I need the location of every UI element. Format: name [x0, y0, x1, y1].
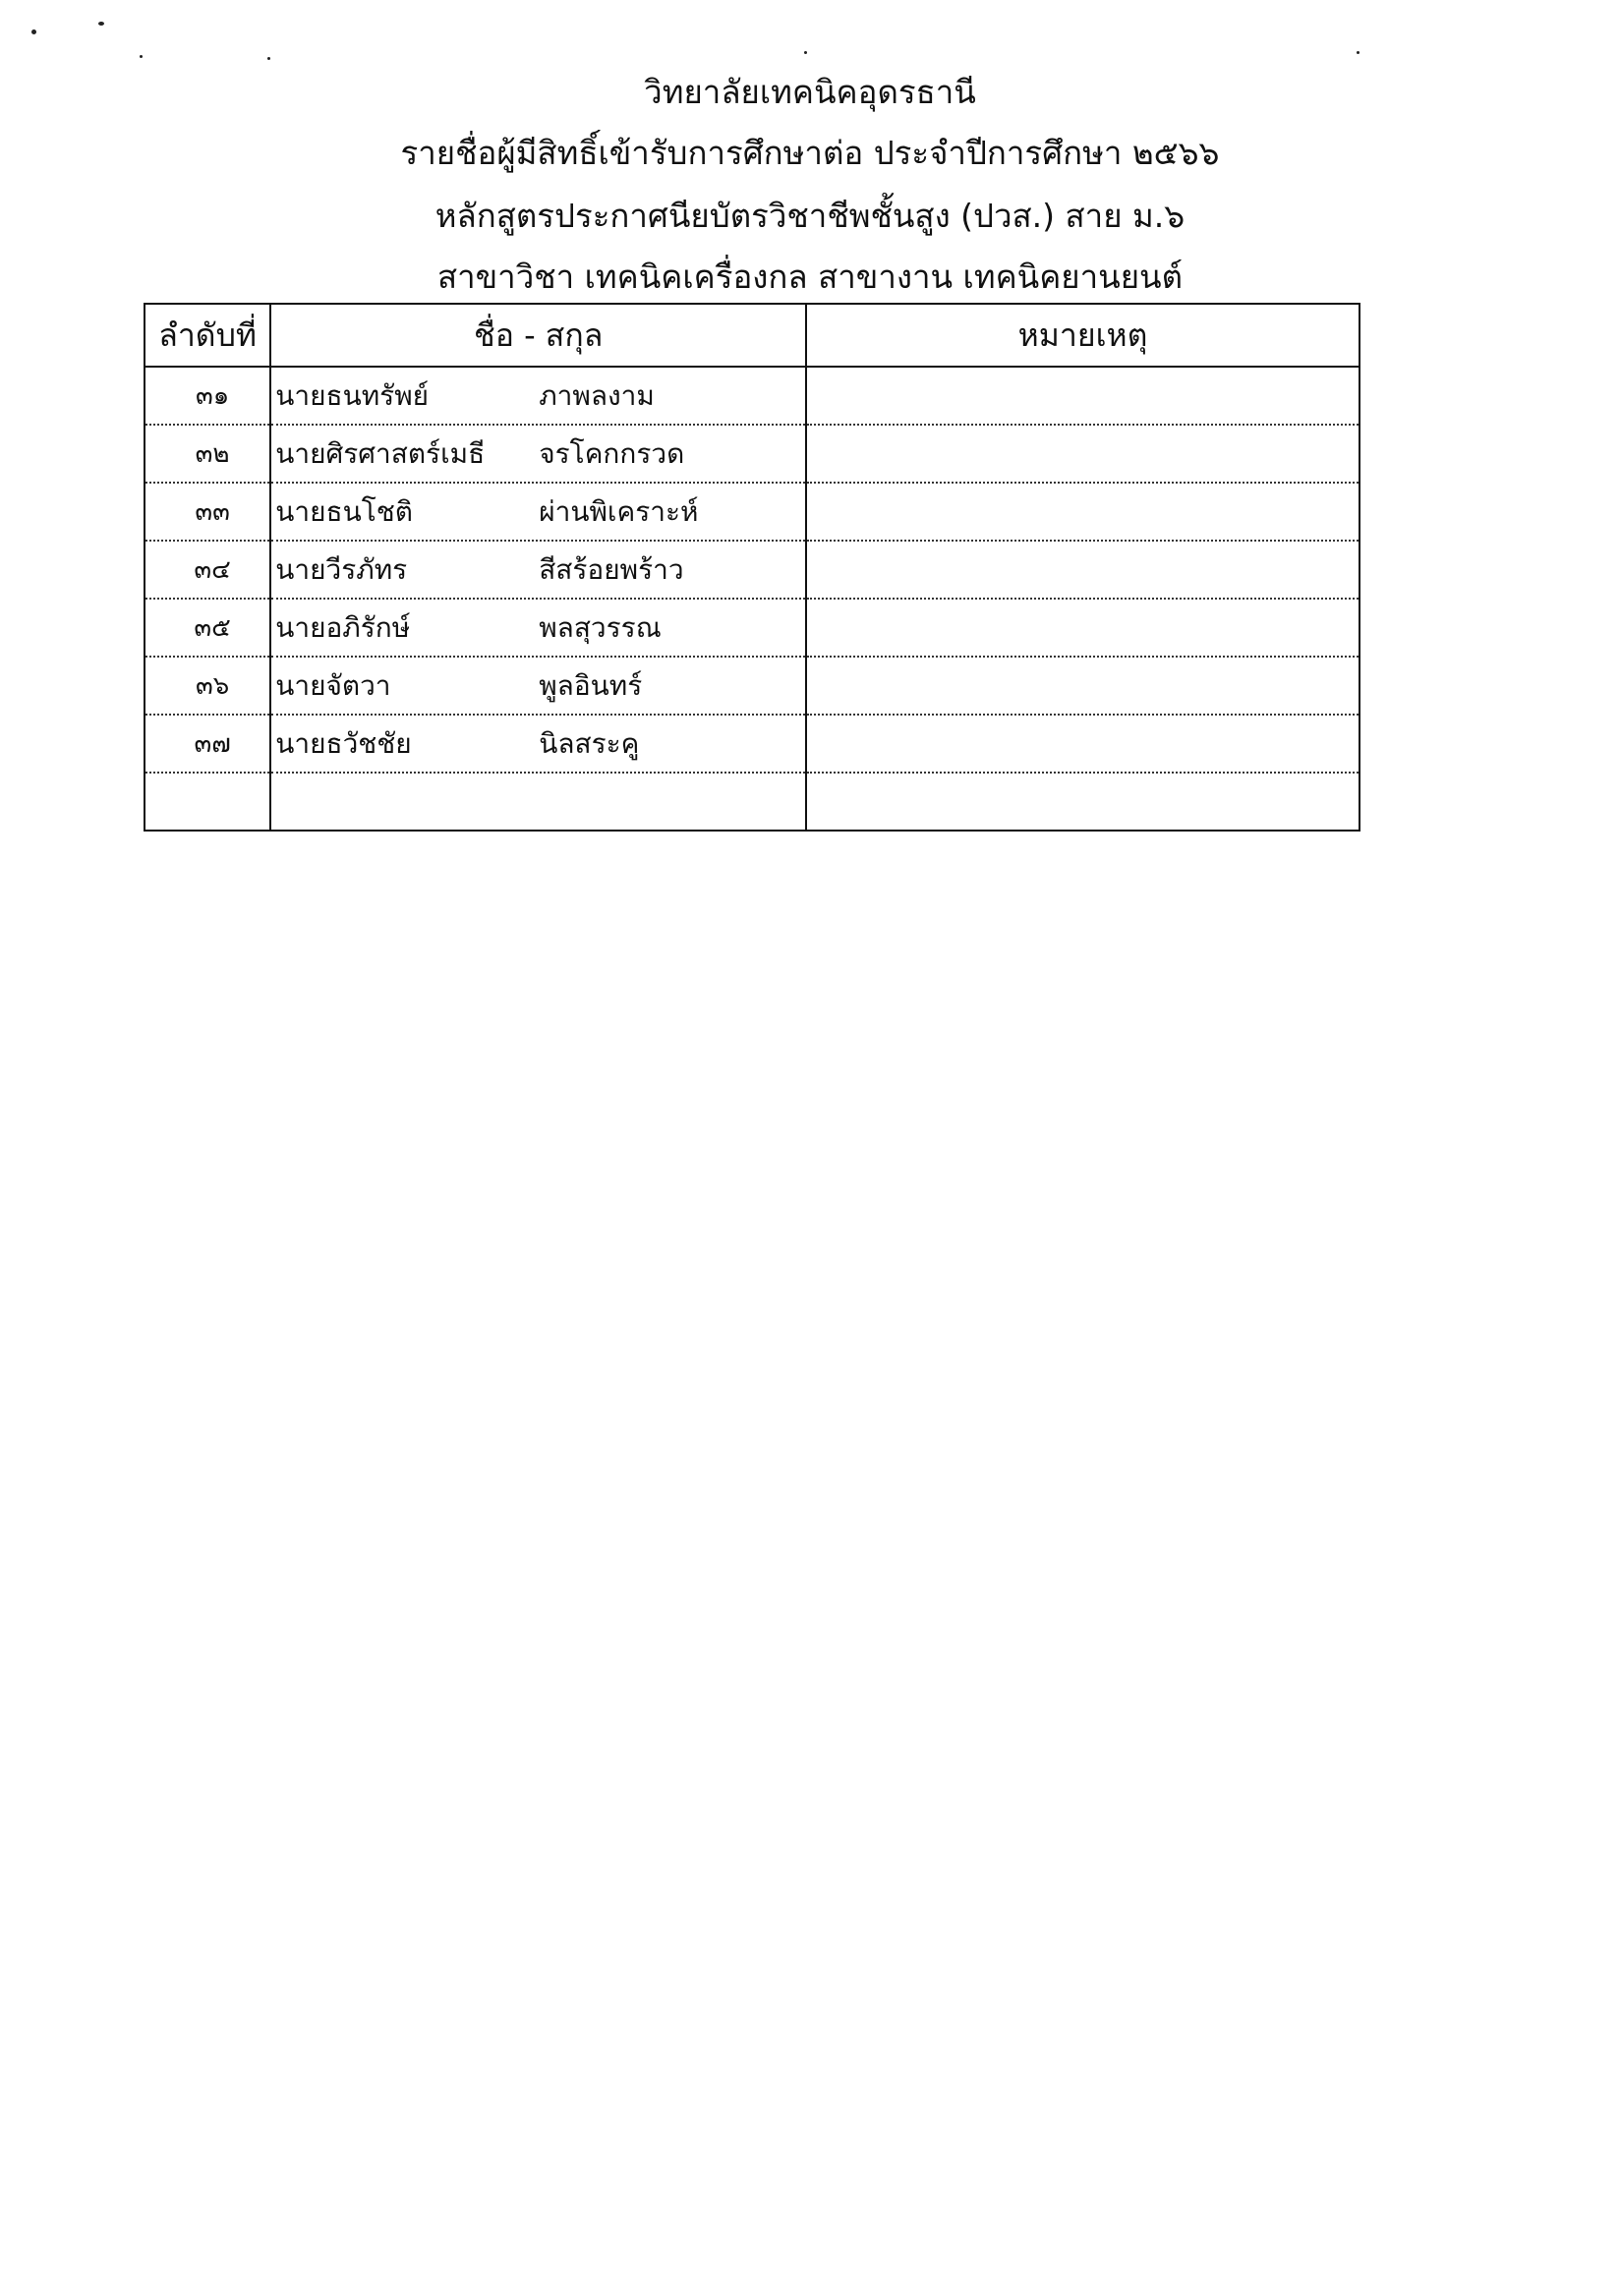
last-name: ผ่านพิเคราะห์	[539, 494, 699, 528]
first-name: นายศิรศาสตร์เมธี	[275, 436, 486, 470]
column-header-no: ลำดับที่	[145, 304, 270, 367]
row-number: ๓๖	[145, 657, 270, 715]
row-number	[145, 773, 270, 831]
row-name-cell	[270, 425, 806, 483]
table-row	[145, 541, 1360, 599]
first-name: นายธนทรัพย์	[275, 378, 430, 412]
scan-speck	[98, 22, 104, 26]
table-row	[145, 483, 1360, 541]
row-note	[806, 425, 1360, 483]
column-header-note: หมายเหตุ	[806, 304, 1360, 367]
table-header-row	[145, 304, 1360, 367]
student-table	[144, 303, 1360, 832]
row-name-cell	[270, 367, 806, 425]
table-row	[145, 599, 1360, 657]
table-row	[145, 657, 1360, 715]
column-header-name: ชื่อ - สกุล	[270, 304, 806, 367]
scan-speck	[1357, 51, 1360, 54]
row-note	[806, 715, 1360, 773]
scan-speck	[31, 29, 36, 34]
row-name-cell	[270, 715, 806, 773]
row-note	[806, 483, 1360, 541]
row-note	[806, 657, 1360, 715]
row-name-cell	[270, 541, 806, 599]
row-name-cell	[270, 483, 806, 541]
row-note	[806, 599, 1360, 657]
table-row	[145, 715, 1360, 773]
program-title: หลักสูตรประกาศนียบัตรวิชาชีพชั้นสูง (ปวส.) สาย ม.๖	[434, 197, 1186, 235]
last-name: สีสร้อยพร้าว	[539, 552, 684, 586]
scan-speck	[140, 55, 143, 58]
row-number: ๓๕	[145, 599, 270, 657]
last-name: พูลอินทร์	[539, 668, 643, 702]
first-name: นายอภิรักษ์	[275, 610, 411, 644]
last-name: ภาพลงาม	[539, 378, 655, 412]
table-row	[145, 367, 1360, 425]
department-title: สาขาวิชา เทคนิคเครื่องกล สาขางาน เทคนิคยานยนต์	[436, 258, 1184, 296]
list-title: รายชื่อผู้มีสิทธิ์เข้ารับการศึกษาต่อ ประจำปีการศึกษา ๒๕๖๖	[400, 134, 1220, 172]
row-number: ๓๒	[145, 425, 270, 483]
row-number: ๓๔	[145, 541, 270, 599]
row-number: ๓๑	[145, 367, 270, 425]
first-name: นายธวัชชัย	[275, 726, 412, 760]
row-note	[806, 773, 1360, 831]
scan-speck	[267, 57, 270, 60]
row-number: ๓๗	[145, 715, 270, 773]
row-note	[806, 541, 1360, 599]
first-name: นายจัตวา	[275, 668, 391, 702]
last-name: นิลสระคู	[539, 726, 640, 760]
row-name-cell	[270, 599, 806, 657]
row-name-cell	[270, 773, 806, 831]
last-name: จรโคกกรวด	[539, 436, 685, 470]
row-number: ๓๓	[145, 483, 270, 541]
last-name: พลสุวรรณ	[539, 610, 662, 644]
first-name: นายธนโชติ	[275, 494, 413, 528]
row-name-cell	[270, 657, 806, 715]
table-row	[145, 425, 1360, 483]
college-name: วิทยาลัยเทคนิคอุดรธานี	[644, 73, 976, 111]
first-name: นายวีรภัทร	[275, 552, 408, 586]
table-row	[145, 773, 1360, 831]
row-note	[806, 367, 1360, 425]
scan-speck	[804, 51, 807, 54]
